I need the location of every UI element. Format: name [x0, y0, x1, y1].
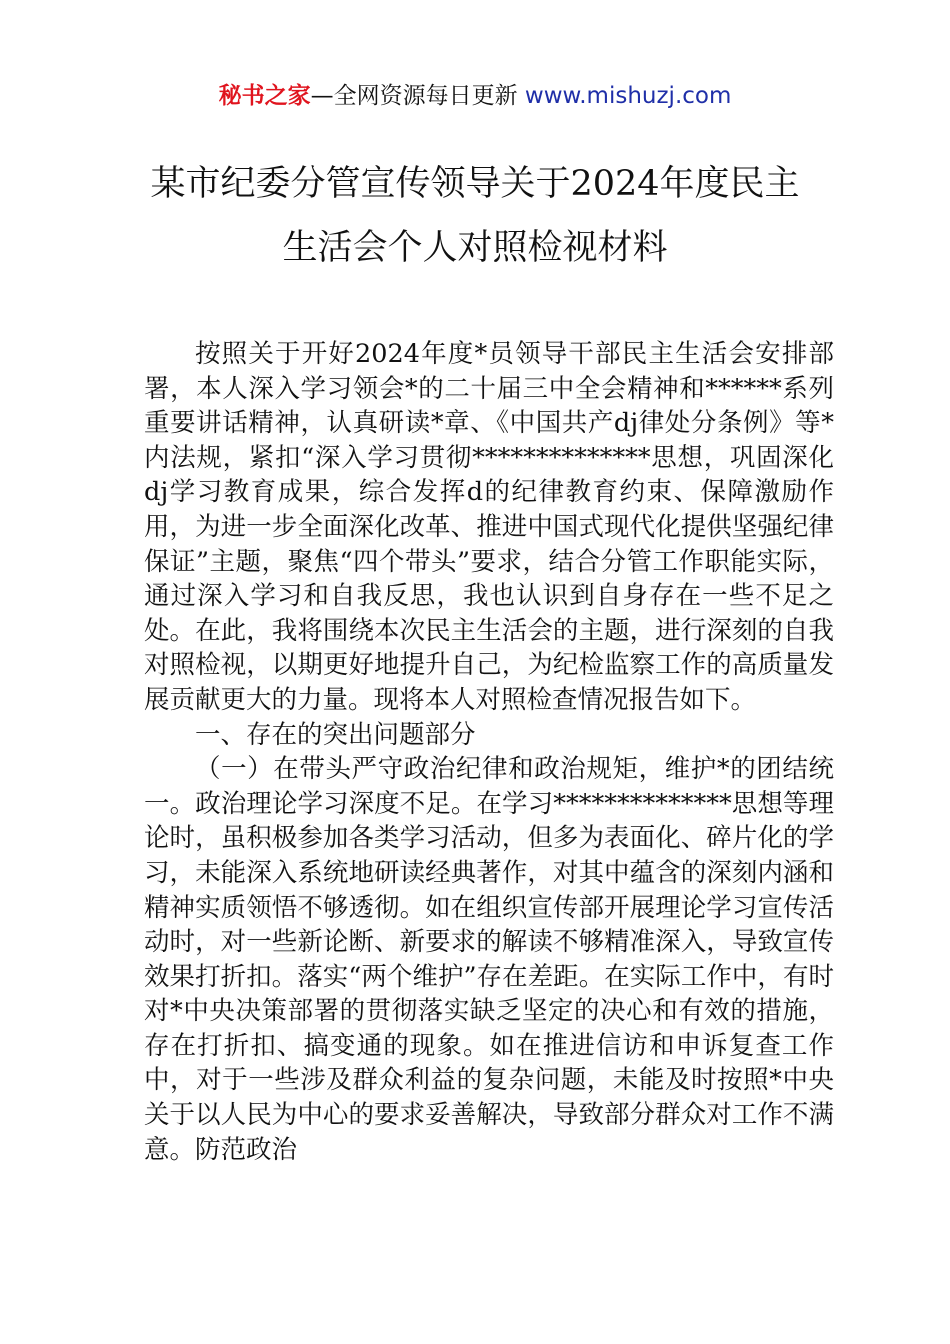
site-url-link[interactable]: www.mishuzj.com	[524, 83, 732, 109]
title-line-1: 某市纪委分管宣传领导关于2024年度民主	[150, 164, 800, 204]
site-header	[0, 80, 950, 112]
document-body	[144, 337, 834, 1167]
site-brand: 秘书之家	[218, 83, 311, 109]
section-heading: 一、存在的突出问题部分	[195, 719, 476, 750]
intro-paragraph: 按照关于开好2024年度*员领导干部民主生活会安排部署，本人深入学习领会*的二十届三中全会精神和******系列重要讲话精神，认真研读*章、《中国共产dj律处分条例》等*内法规，紧扣“深入学习贯彻**************思想，巩固深化dj学习教育成果，综合发挥d的纪律教育约束、保障激励作用，为进一步全面深化改革、推进中国式现代化提供坚强纪律保证”主题，聚焦“四个带头”要求，结合分管工作职能实际，通过深入学习和自我反思，我也认识到自身存在一些不足之处。在此，我将围绕本次民主生活会的主题，进行深刻的自我对照检视，以期更好地提升自己，为纪检监察工作的高质量发展贡献更大的力量。现将本人对照检查情况报告如下。	[144, 339, 834, 715]
title-line-2: 生活会个人对照检视材料	[282, 228, 668, 268]
section-paragraph: （一）在带头严守政治纪律和政治规矩，维护*的团结统一。政治理论学习深度不足。在学习**************思想等理论时，虽积极参加各类学习活动，但多为表面化、碎片化的学习，未能深入系统地研读经典著作，对其中蕴含的深刻内涵和精神实质领悟不够透彻。如在组织宣传部开展理论学习宣传活动时，对一些新论断、新要求的解读不够精准深入，导致宣传效果打折扣。落实“两个维护”存在差距。在实际工作中，有时对*中央决策部署的贯彻落实缺乏坚定的决心和有效的措施，存在打折扣、搞变通的现象。如在推进信访和申诉复查工作中，对于一些涉及群众利益的复杂问题，未能及时按照*中央关于以人民为中心的要求妥善解决，导致部分群众对工作不满意。防范政治	[144, 754, 834, 1165]
site-tagline: —全网资源每日更新	[310, 83, 525, 109]
document-title	[90, 152, 860, 280]
